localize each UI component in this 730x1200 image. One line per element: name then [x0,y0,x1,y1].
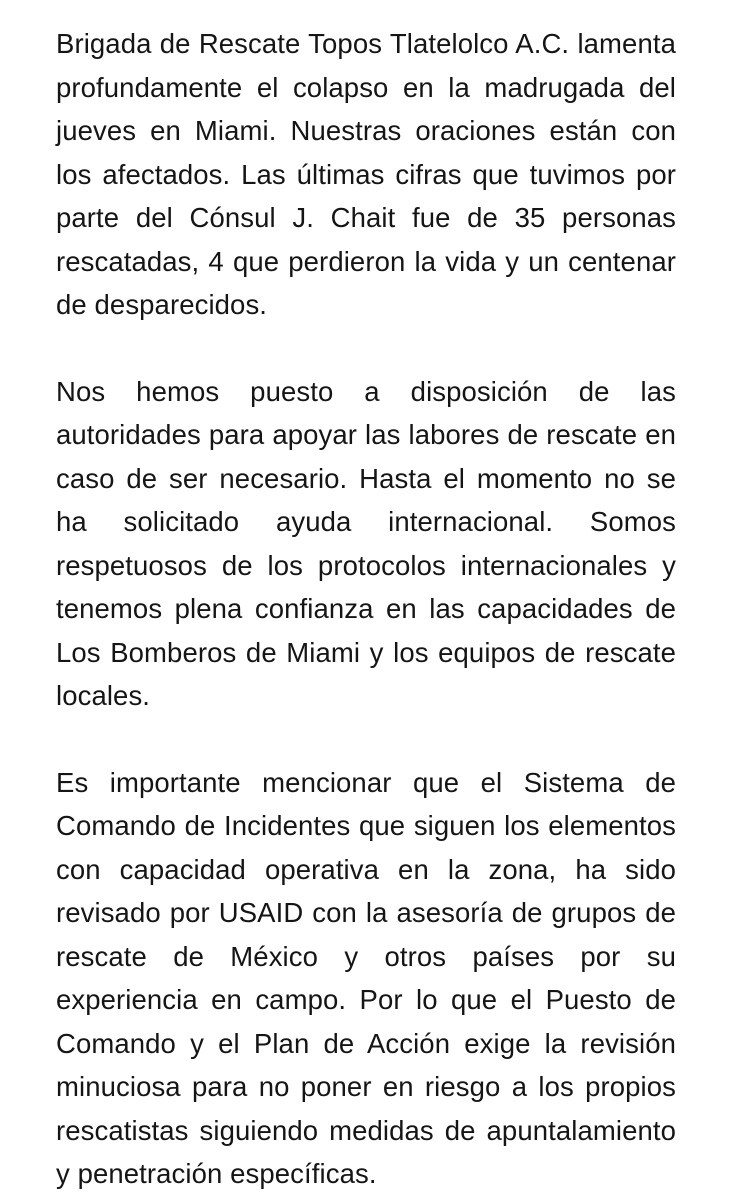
paragraph-support: Nos hemos puesto a disposición de las autoridades para apoyar las labores de rescate en caso de ser necesario. Hasta el momento no se ha solicitado ayuda internacional. Somos respetuosos de los protocolos internacionales y tenemos plena confianza en las capacidades de Los Bomberos de Miami y los equipos de rescate locales. [56,375,676,711]
paragraph-command-system: Es importante mencionar que el Sistema de Comando de Incidentes que siguen los elementos con capacidad operativa en la zona, ha sido revisado por USAID con la asesoría de grupos de rescate de México y otros países por su experiencia en campo. Por lo que el Puesto de Comando y el Plan de Acción exige la revisión minuciosa para no poner en riesgo a los propios rescatistas siguiendo medidas de apuntalamiento y penetración específicas. [56,766,676,1189]
paragraph-statement: Brigada de Rescate Topos Tlatelolco A.C. lamenta profundamente el colapso en la madrugada del jueves en Miami. Nuestras oraciones están con los afectados. Las últimas cifras que tuvimos por parte del Cónsul J. Chait fue de 35 personas rescatadas, 4 que perdieron la vida y un centenar de desparecidos. [56,28,676,320]
document-body [56,22,676,1196]
